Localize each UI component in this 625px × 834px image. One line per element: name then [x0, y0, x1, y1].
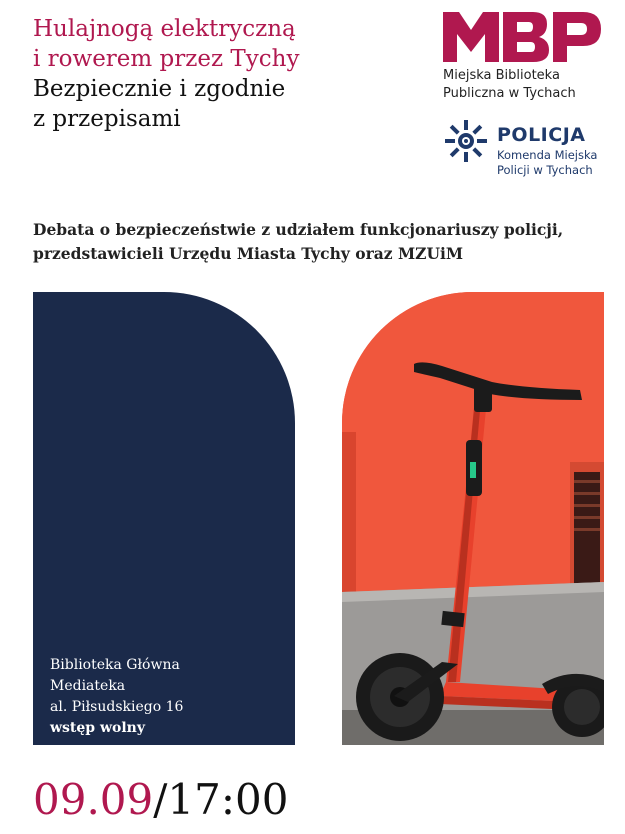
- police-subtitle-line-2: Policji w Tychach: [497, 163, 593, 177]
- location-line-3: al. Piłsudskiego 16: [50, 699, 184, 715]
- event-description: [33, 218, 603, 266]
- description-line-1: Debata o bezpieczeństwie z udziałem funkcjonariuszy policji,: [33, 220, 564, 239]
- library-name-line-2: Publiczna w Tychach: [443, 86, 576, 101]
- description-line-2: przedstawicieli Urzędu Miasta Tychy oraz MZUiM: [33, 244, 464, 263]
- event-time: 17:00: [167, 775, 289, 824]
- event-date: 09.09: [33, 775, 154, 824]
- date-time-separator: /: [153, 775, 168, 824]
- title-line-1: Hulajnogą elektryczną: [33, 16, 296, 42]
- event-location: [50, 655, 183, 739]
- free-entry: wstęp wolny: [50, 720, 145, 736]
- scooter-photo: [342, 292, 604, 745]
- police-star-icon: [443, 118, 489, 164]
- library-name: [443, 67, 576, 103]
- mbp-logo-icon: [443, 12, 603, 62]
- police-title: POLICJA: [497, 124, 586, 146]
- police-subtitle-line-1: Komenda Miejska: [497, 148, 598, 162]
- library-name-line-1: Miejska Biblioteka: [443, 68, 560, 83]
- event-datetime: [33, 770, 288, 830]
- poster-title: [33, 14, 413, 134]
- title-line-2: i rowerem przez Tychy: [33, 46, 300, 72]
- police-subtitle: [497, 148, 597, 178]
- location-line-1: Biblioteka Główna: [50, 657, 180, 673]
- subtitle-line-2: z przepisami: [33, 106, 181, 132]
- subtitle-line-1: Bezpiecznie i zgodnie: [33, 76, 286, 102]
- location-line-2: Mediateka: [50, 678, 126, 694]
